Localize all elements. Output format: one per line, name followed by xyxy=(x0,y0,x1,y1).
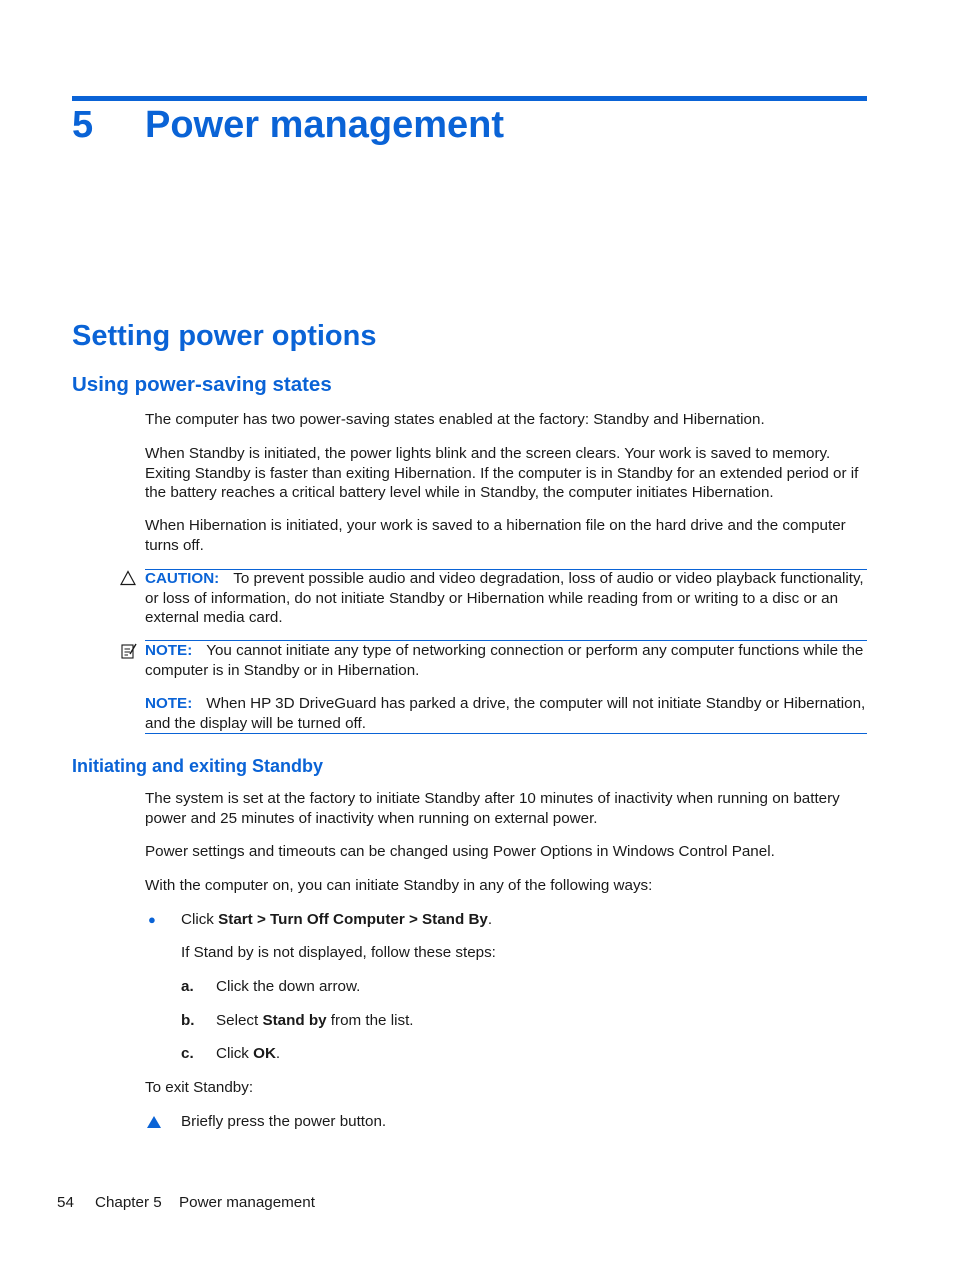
note-label: NOTE: xyxy=(145,642,193,659)
intro-paragraph: When Hibernation is initiated, your work is saved to a hibernation file on the hard drive and the computer turns off. xyxy=(145,517,846,554)
step-after: from the list. xyxy=(326,1012,414,1029)
bullet-prefix: Click xyxy=(181,911,219,928)
subsection-title: Using power-saving states xyxy=(72,373,332,396)
procedure-triangle-icon xyxy=(146,1115,162,1129)
bullet-suffix: . xyxy=(487,911,493,928)
note-bottom-rule xyxy=(145,733,867,734)
note-text: When HP 3D DriveGuard has parked a drive, the computer will not initiate Standby or Hibernation, and the display will be turned off. xyxy=(145,695,866,732)
step-bold: OK xyxy=(253,1045,276,1062)
step-text xyxy=(216,1011,414,1031)
footer-chapter: Chapter 5 xyxy=(95,1194,162,1211)
exit-label: To exit Standby: xyxy=(145,1079,254,1096)
step-text-part: Click the down arrow. xyxy=(216,978,361,995)
caution-label: CAUTION: xyxy=(145,570,220,587)
step-letter: a. xyxy=(181,978,194,995)
note-block xyxy=(145,641,869,680)
note-label: NOTE: xyxy=(145,695,193,712)
intro-paragraph: When Standby is initiated, the power lights blink and the screen clears. Your work is saved to memory. Exiting Standby is faster than exiting Hibernation. If the computer is in Standby for an extended period or if the battery reaches a critical battery level while in Standby, the computer initiates Hibernation. xyxy=(145,445,859,501)
step-text xyxy=(216,977,360,997)
footer-chapter-title: Power management xyxy=(179,1194,315,1211)
standby-paragraph: With the computer on, you can initiate Standby in any of the following ways: xyxy=(145,877,653,894)
caution-text: To prevent possible audio and video degradation, loss of audio or video playback functionality, or loss of information, do not initiate Standby or Hibernation while reading from or writing to a disc or an external media card. xyxy=(145,570,864,626)
bullet-followup: If Stand by is not displayed, follow these steps: xyxy=(181,944,496,961)
intro-paragraph: The computer has two power-saving states enabled at the factory: Standby and Hibernation. xyxy=(145,411,765,428)
bullet-command: Start > Turn Off Computer > Stand By xyxy=(218,911,488,928)
bullet-item xyxy=(181,910,871,930)
step-letter: c. xyxy=(181,1045,194,1062)
standby-paragraph: The system is set at the factory to initiate Standby after 10 minutes of inactivity when running on battery power and 25 minutes of inactivity when running on external power. xyxy=(145,790,840,827)
footer-page-number: 54 xyxy=(57,1194,74,1211)
standby-heading: Initiating and exiting Standby xyxy=(72,756,324,776)
step-bold: Stand by xyxy=(262,1012,327,1029)
chapter-title: Power management xyxy=(145,104,504,146)
step-text-part: Select xyxy=(216,1012,263,1029)
step-letter: b. xyxy=(181,1012,195,1029)
note-text: You cannot initiate any type of networking connection or perform any computer functions while the computer is in Standby or in Hibernation. xyxy=(145,642,864,679)
standby-paragraph: Power settings and timeouts can be changed using Power Options in Windows Control Panel. xyxy=(145,843,775,860)
caution-triangle-icon xyxy=(120,570,136,586)
note-block xyxy=(145,694,869,733)
chapter-rule xyxy=(72,96,867,101)
caution-block xyxy=(145,569,869,628)
step-text-part: Click xyxy=(216,1045,254,1062)
exit-step: Briefly press the power button. xyxy=(181,1113,387,1130)
chapter-number: 5 xyxy=(72,104,94,146)
note-icon xyxy=(120,642,138,660)
bullet-dot-icon: ● xyxy=(148,912,156,927)
step-text xyxy=(216,1044,280,1064)
section-title: Setting power options xyxy=(72,320,377,352)
step-after: . xyxy=(275,1045,281,1062)
